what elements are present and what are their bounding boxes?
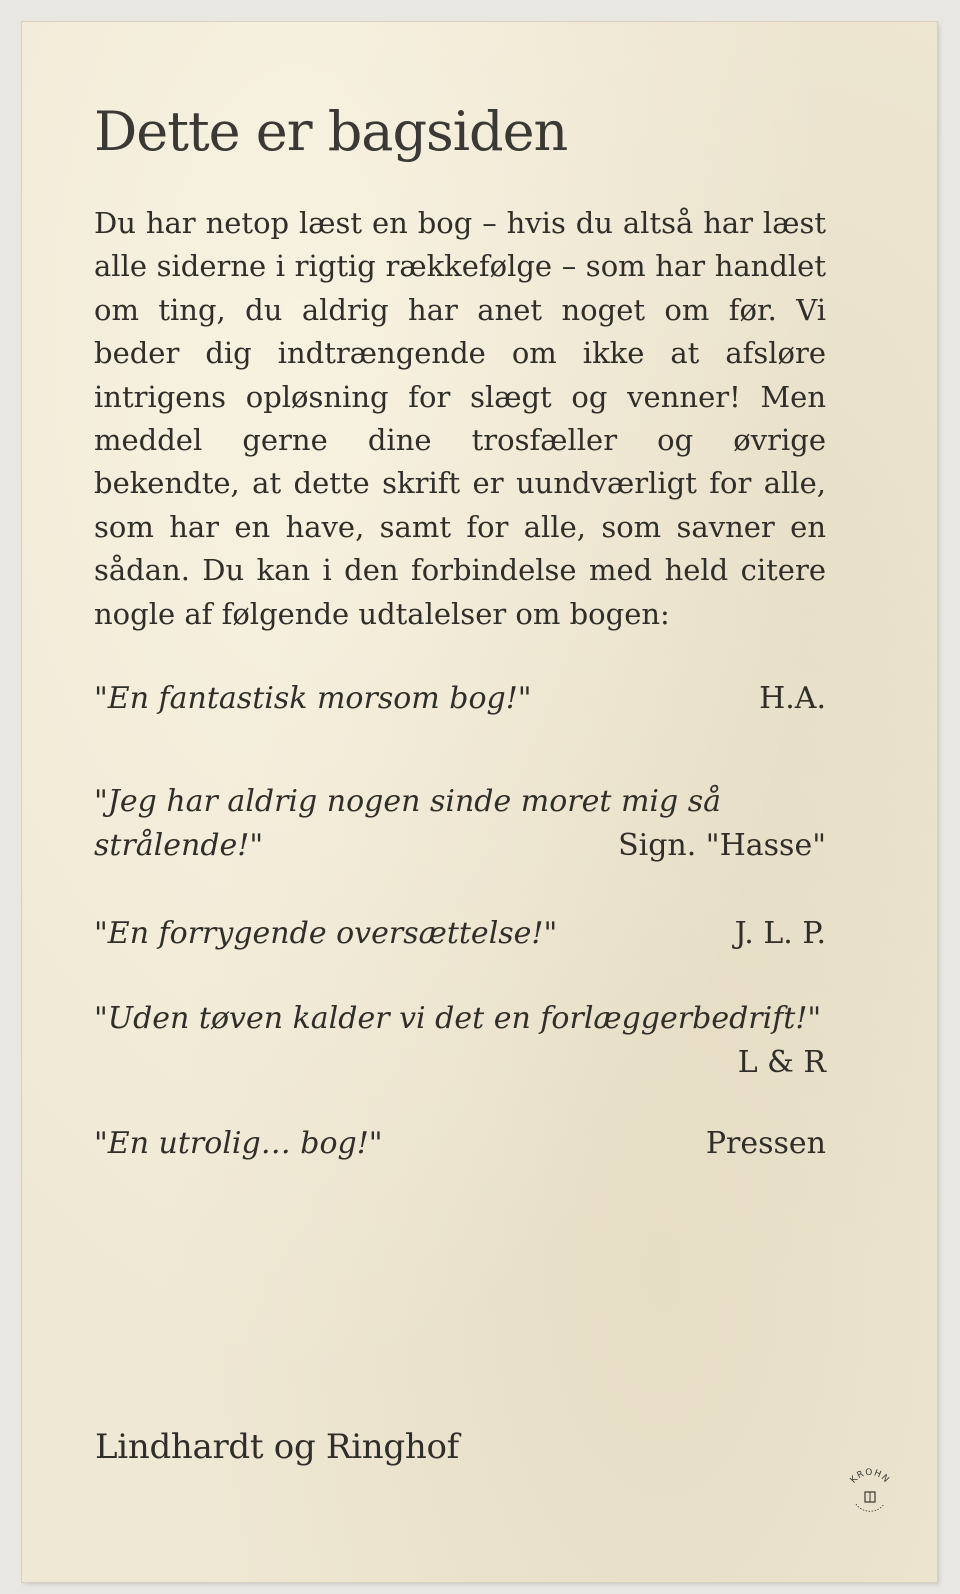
- quote-text: "En fantastisk morsom bog!": [94, 681, 532, 716]
- book-back-cover: [22, 22, 937, 1582]
- quote-item: [94, 1122, 826, 1166]
- bookbinder-stamp-icon: [842, 1464, 898, 1520]
- cover-title: Dette er bagsiden: [94, 100, 568, 163]
- quote-text: "Jeg har aldrig nogen sinde moret mig så strålende!": [94, 784, 722, 863]
- publisher-name: Lindhardt og Ringhof: [95, 1427, 459, 1467]
- quote-item: [94, 912, 826, 956]
- quote-credit: Pressen: [705, 1126, 826, 1161]
- quote-credit: L & R: [737, 1045, 826, 1080]
- svg-text:KROHN: KROHN: [848, 1467, 892, 1486]
- quote-item: [94, 997, 826, 1085]
- quote-text: "En utrolig… bog!": [94, 1126, 383, 1161]
- quote-item: [94, 677, 826, 721]
- quote-credit: H.A.: [759, 681, 826, 716]
- quote-item: [94, 780, 826, 868]
- quote-text: "Uden tøven kalder vi det en forlæggerbedrift!": [94, 1001, 822, 1036]
- quote-credit: J. L. P.: [734, 916, 826, 951]
- quote-text: "En forrygende oversættelse!": [94, 916, 558, 951]
- quote-credit: Sign. "Hasse": [618, 828, 826, 863]
- intro-paragraph: Du har netop læst en bog – hvis du altså har læst alle siderne i rigtig rækkefølge – som har handlet om ting, du aldrig har anet noget om før. Vi beder dig indtrængende om ikke at afsløre intrigens opløsning for slægt og venner! Men meddel gerne dine trosfæller og øvrige bekendte, at dette skrift er uundværligt for alle, som har en have, samt for alle, som savner en sådan. Du kan i den forbindelse med held citere nogle af følgende udtalelser om bogen:: [94, 206, 826, 631]
